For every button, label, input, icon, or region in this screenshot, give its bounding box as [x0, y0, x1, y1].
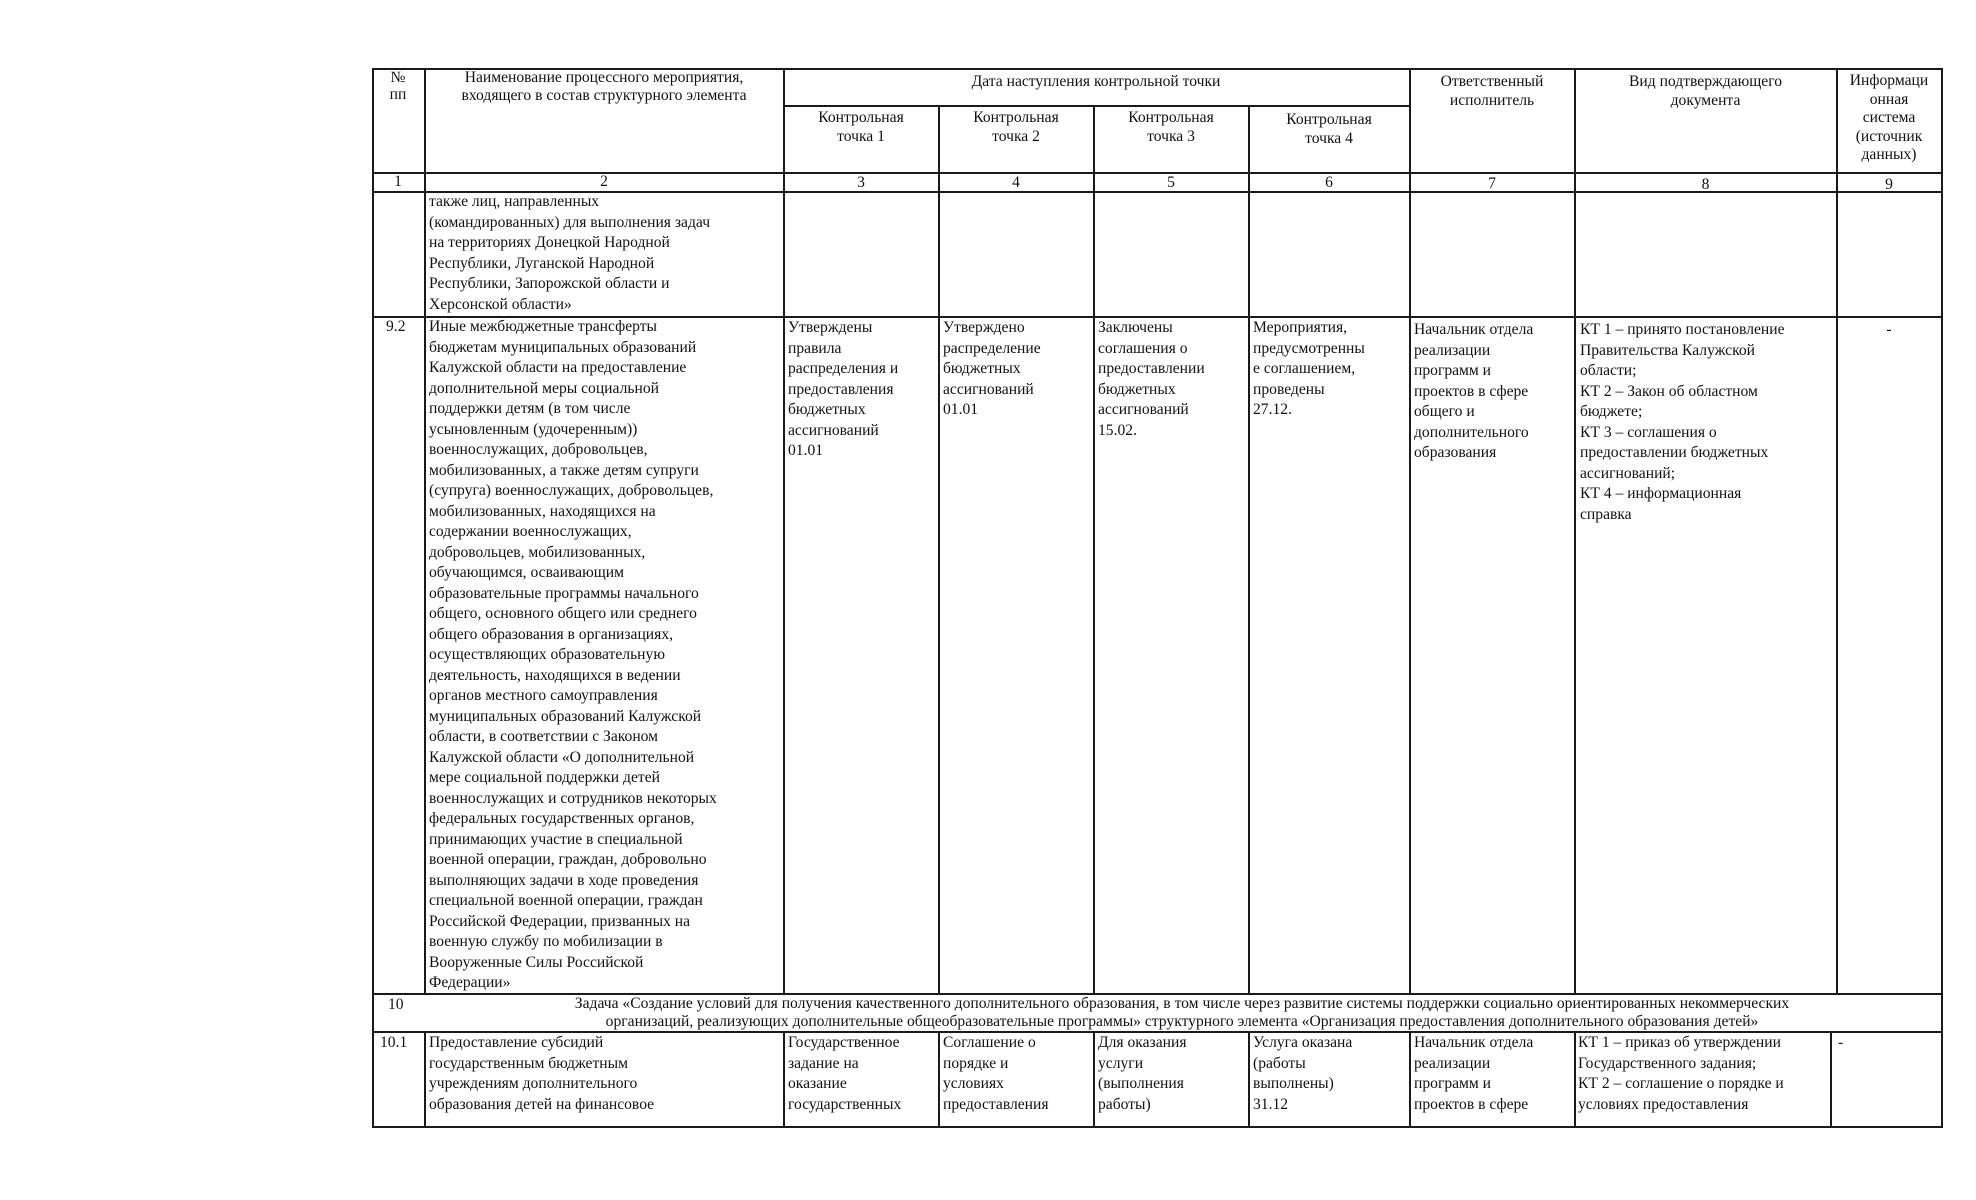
- column-number: 5: [1167, 174, 1175, 191]
- header-info-system: Информаци онная система (источник данных): [1849, 72, 1929, 163]
- row-9-2-document: КТ 1 – принято постановление Правительства Калужской области; КТ 2 – Закон об областном бюджете; КТ 3 – соглашения о предоставлении бюджетных ассигнований; КТ 4 – информационная справка: [1580, 321, 1785, 523]
- rule-col7: [1574, 68, 1576, 995]
- rule-col1: [424, 68, 426, 995]
- header-number: № пп: [389, 69, 407, 103]
- rule-col8: [1836, 68, 1838, 995]
- row-9-2-kt4: Мероприятия, предусмотренны е соглашением, проведены 27.12.: [1253, 319, 1365, 418]
- row-10-1-responsible: Начальник отдела реализации программ и проектов в сфере: [1414, 1034, 1534, 1113]
- rule-left: [372, 68, 374, 1128]
- row-10-1-kt1: Государственное задание на оказание государственных: [788, 1034, 902, 1113]
- rule-right: [1941, 68, 1943, 1128]
- rule-col5-lower: [1248, 1031, 1250, 1128]
- row-10-1-name: Предоставление субсидий государственным бюджетным учреждениям дополнительного образования детей на финансовое: [429, 1034, 655, 1113]
- rule-col4-lower: [1093, 1031, 1095, 1128]
- row-10-1-document: КТ 1 – приказ об утверждении Государственного задания; КТ 2 – соглашение о порядке и условиях предоставления: [1578, 1034, 1784, 1113]
- column-number: 3: [857, 174, 865, 191]
- header-kt1: Контрольная точка 1: [818, 109, 904, 145]
- rule-col2-lower: [783, 1031, 785, 1128]
- row-9-2-kt1: Утверждены правила распределения и предоставления бюджетных ассигнований 01.01: [788, 319, 899, 459]
- row-9-2-kt3: Заключены соглашения о предоставлении бюджетных ассигнований 15.02.: [1098, 319, 1205, 439]
- document-table: [372, 68, 1944, 1128]
- header-kt3: Контрольная точка 3: [1128, 109, 1214, 145]
- row-10-1-kt3: Для оказания услуги (выполнения работы): [1098, 1034, 1187, 1113]
- row-9-2-system: -: [1886, 321, 1892, 338]
- rule-col7-lower: [1574, 1031, 1576, 1128]
- header-kt2: Контрольная точка 2: [973, 109, 1059, 145]
- rule-col6-lower: [1409, 1031, 1411, 1128]
- header-responsible: Ответственный исполнитель: [1440, 73, 1544, 109]
- column-number: 8: [1701, 176, 1710, 193]
- column-number: 1: [394, 173, 402, 190]
- column-number: 6: [1325, 174, 1333, 191]
- row-10-1-number: 10.1: [380, 1034, 408, 1051]
- rule-col6: [1409, 68, 1411, 995]
- rule-col3-lower: [938, 1031, 940, 1128]
- row-9-2-responsible: Начальник отдела реализации программ и проектов в сфере общего и дополнительного образования: [1414, 321, 1534, 461]
- row-10-task: Задача «Создание условий для получения качественного дополнительного образования, в том числе через развитие системы поддержки социально ориентированных некоммерческих организаций, реализующих дополнительные общеобразовательные программы» структурного элемента «Организация предоставления дополнительного образования детей»: [574, 995, 1790, 1030]
- column-number: 2: [600, 173, 608, 190]
- header-activity-name: Наименование процессного мероприятия, входящего в состав структурного элемента: [461, 69, 747, 104]
- column-number: 7: [1488, 175, 1496, 192]
- row-continuation-name: также лиц, направленных (командированных) для выполнения задач на территориях Донецкой Народной Республики, Луганской Народной Республики, Запорожской области и Херсонской области»: [429, 193, 711, 313]
- row-10-1-system: -: [1838, 1034, 1844, 1051]
- rule-col1-lower: [424, 1031, 426, 1128]
- column-number: 9: [1885, 176, 1893, 193]
- row-9-2-name: Иные межбюджетные трансферты бюджетам муниципальных образований Калужской области на предоставление дополнительной меры социальной поддержки детям (в том числе усыновленным (удочеренным)) военнослужащих, добровольцев, мобилизованных, а также детям супруги (супруга) военнослужащих, добровольцев, мобилизованных, находящихся на содержании военнослужащих, добровольцев, мобилизованных, обучающимся, осваивающим образовательные программы начального общего, основного общего или среднего общего образования в организациях, осуществляющих образовательную деятельность, находящихся в ведении органов местного самоуправления муниципальных образований Калужской области, в соответствии с Законом Калужской области «О дополнительной мере социальной поддержки детей военнослужащих и сотрудников некоторых федеральных государственных органов, принимающих участие в специальной военной операции, граждан, добровольно выполняющих задачи в ходе проведения специальной военной операции, граждан Российской Федерации, призванных на военную службу по мобилизации в Вооруженные Силы Российской Федерации»: [429, 318, 717, 991]
- header-kt4: Контрольная точка 4: [1286, 111, 1372, 147]
- rule-col2: [783, 68, 785, 995]
- rule-col5: [1248, 105, 1250, 995]
- row-10-number: 10: [388, 996, 404, 1013]
- rule-col4: [1093, 105, 1095, 995]
- header-date-group: Дата наступления контрольной точки: [971, 73, 1221, 90]
- rule-bottom: [372, 1126, 1942, 1128]
- row-9-2-kt2: Утверждено распределение бюджетных ассигнований 01.01: [943, 319, 1041, 418]
- rule-col3: [938, 105, 940, 995]
- column-number: 4: [1012, 174, 1020, 191]
- rule-col8-lower: [1830, 1031, 1832, 1128]
- row-9-2-number: 9.2: [386, 318, 406, 335]
- row-10-1-kt2: Соглашение о порядке и условиях предоставления: [943, 1034, 1049, 1113]
- header-document: Вид подтверждающего документа: [1628, 73, 1783, 109]
- row-10-1-kt4: Услуга оказана (работы выполнены) 31.12: [1253, 1034, 1353, 1113]
- rule-date-group: [783, 105, 1409, 107]
